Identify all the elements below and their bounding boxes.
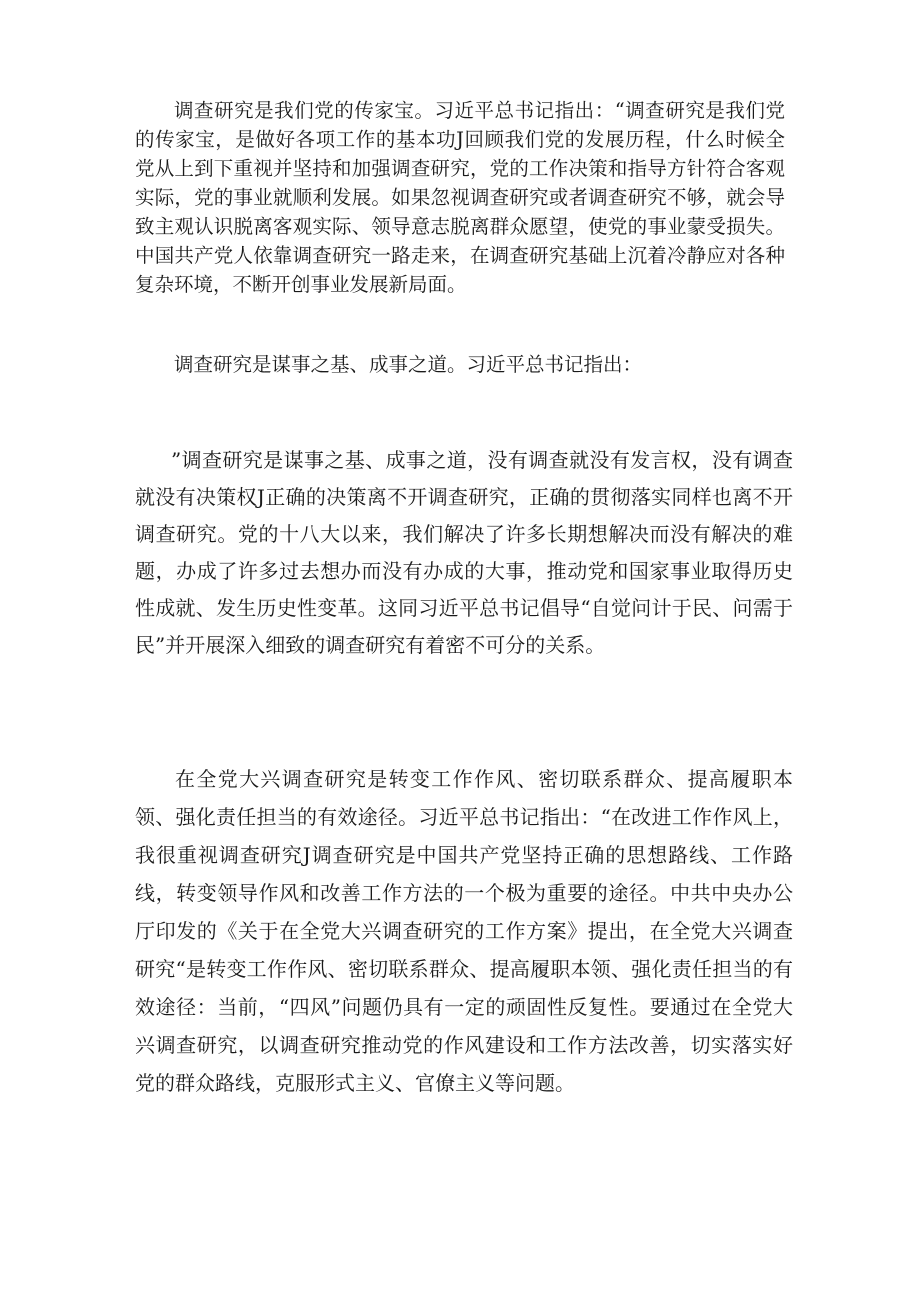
paragraph-work-style: 在全党大兴调查研究是转变工作作风、密切联系群众、提高履职本领、强化责任担当的有效途径。习近平总书记指出：“在改进工作作风上，我很重视调查研究J调查研究是中国共产党坚持正确的思想路线、工作路线，转变领导作风和改善工作方法的一个极为重要的途径。中共中央办公厅印发的《关于在全党大兴调查研究的工作方案》提出，在全党大兴调查研究“是转变工作作风、密切联系群众、提高履职本领、强化责任担当的有效途径：当前，“四风”问题仍具有一定的顽固性反复性。要通过在全党大兴调查研究，以调查研究推动党的作风建设和工作方法改善，切实落实好党的群众路线，克服形式主义、官僚主义等问题。 (135, 767, 793, 1095)
paragraph-foundation-quote: ”调查研究是谋事之基、成事之道，没有调查就没有发言权，没有调查就没有决策权J正确的决策离不开调查研究，正确的贯彻落实同样也离不开调查研究。党的十八大以来，我们解决了许多长期想解决而没有解决的难题，办成了许多过去想办而没有办成的大事，推动党和国家事业取得历史性成就、发生历史性变革。这同习近平总书记倡导“自觉问计于民、问需于民”并开展深入细致的调查研究有着密不可分的关系。 (135, 448, 793, 657)
paragraph-heirloom: 调查研究是我们党的传家宝。习近平总书记指出：“调查研究是我们党的传家宝，是做好各项工作的基本功J回顾我们党的发展历程，什么时候全党从上到下重视并坚持和加强调查研究，党的工作决策和指导方针符合客观实际，党的事业就顺利发展。如果忽视调查研究或者调查研究不够，就会导致主观认识脱离客观实际、领导意志脱离群众愿望，使党的事业蒙受损失。中国共产党人依靠调查研究一路走来，在调查研究基础上沉着冷静应对各种复杂环境，不断开创事业发展新局面。 (135, 99, 785, 296)
paragraph-foundation-intro: 调查研究是谋事之基、成事之道。习近平总书记指出： (174, 353, 643, 376)
